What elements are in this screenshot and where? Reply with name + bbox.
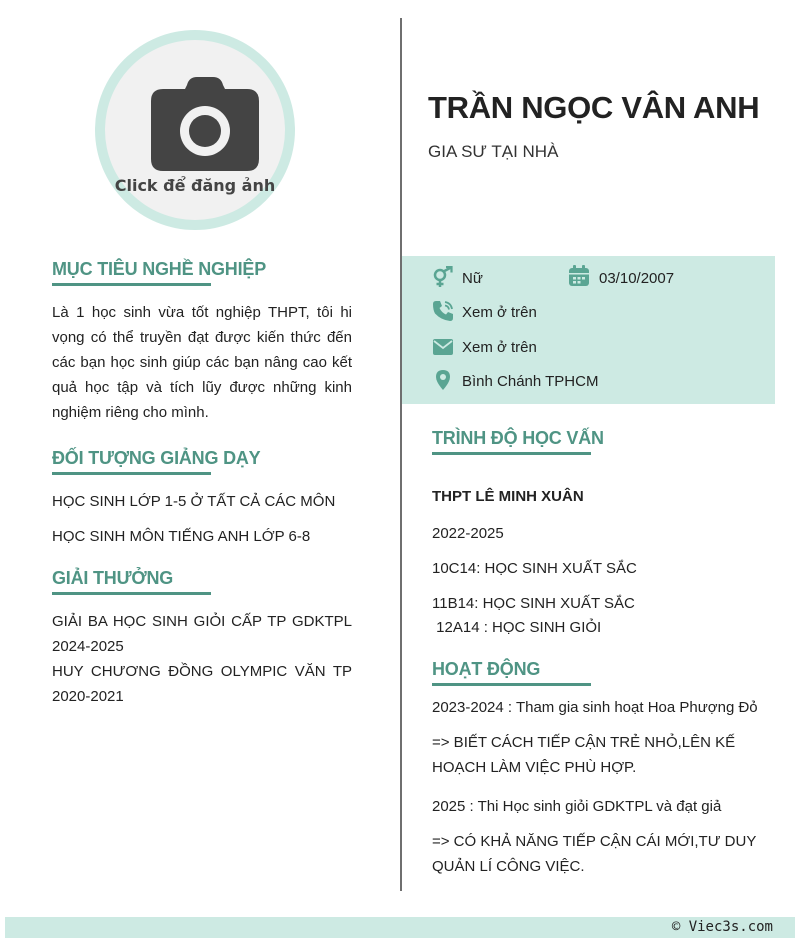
camera-icon <box>151 77 259 171</box>
address-value: Bình Chánh TPHCM <box>462 373 599 390</box>
teaching-underline <box>52 472 211 475</box>
education-line: 10C14: HỌC SINH XUẤT SẮC <box>432 560 637 577</box>
contact-panel <box>402 256 775 404</box>
candidate-role: GIA SƯ TẠI NHÀ <box>428 142 559 161</box>
awards-title: GIẢI THƯỞNG <box>52 568 174 588</box>
school-name: THPT LÊ MINH XUÂN <box>432 488 584 505</box>
awards-underline <box>52 592 211 595</box>
location-pin-icon <box>432 369 454 391</box>
objective-title: MỤC TIÊU NGHỀ NGHIỆP <box>52 259 267 279</box>
objective-text: Là 1 học sinh vừa tốt nghiệp THPT, tôi hi vọng có thể truyền đạt được kiến thức đến các bạn học sinh giúp các bạn nâng cao kết quả học tập và tích lũy được những kinh nghiệm riêng cho mình. <box>52 304 352 421</box>
activity-item: => CÓ KHẢ NĂNG TIẾP CẬN CÁI MỚI,TƯ DUY QUẢN LÍ CÔNG VIỆC. <box>432 833 757 875</box>
education-line: 11B14: HỌC SINH XUẤT SẮC <box>432 595 635 612</box>
school-years: 2022-2025 <box>432 525 504 542</box>
activities-title: HOẠT ĐỘNG <box>432 659 541 679</box>
education-line: 12A14 : HỌC SINH GIỎI <box>432 619 602 636</box>
email-icon <box>432 336 454 358</box>
column-divider <box>400 18 402 891</box>
teaching-item: HỌC SINH LỚP 1-5 Ở TẤT CẢ CÁC MÔN <box>52 493 336 510</box>
education-underline <box>432 452 591 455</box>
education-title: TRÌNH ĐỘ HỌC VẤN <box>432 428 604 448</box>
candidate-name: TRẦN NGỌC VÂN ANH <box>428 90 760 125</box>
footer-credit[interactable]: © Viec3s.com <box>671 919 773 935</box>
activities-underline <box>432 683 591 686</box>
activity-item: 2023-2024 : Tham gia sinh hoạt Hoa Phượng Đỏ <box>432 699 758 716</box>
award-item: GIẢI BA HỌC SINH GIỎI CẤP TP GDKTPL 2024-2025 <box>52 613 352 655</box>
avatar-upload[interactable] <box>95 30 295 230</box>
phone-icon <box>432 300 454 322</box>
birthdate-value: 03/10/2007 <box>599 270 675 287</box>
email-value: Xem ở trên <box>462 339 537 356</box>
activity-item: => BIẾT CÁCH TIẾP CẬN TRẺ NHỎ,LÊN KẾ HOẠCH LÀM VIỆC PHÙ HỢP. <box>432 734 736 776</box>
objective-underline <box>52 283 211 286</box>
avatar-placeholder[interactable] <box>105 40 285 220</box>
gender-value: Nữ <box>462 270 483 287</box>
teaching-title: ĐỐI TƯỢNG GIẢNG DẠY <box>52 448 261 468</box>
award-item: HUY CHƯƠNG ĐỒNG OLYMPIC VĂN TP 2020-2021 <box>52 663 352 705</box>
gender-icon <box>432 266 454 288</box>
footer-bar <box>5 917 795 938</box>
phone-value: Xem ở trên <box>462 304 537 321</box>
avatar-caption: Click để đăng ảnh <box>114 176 276 195</box>
calendar-icon <box>568 265 590 287</box>
activity-item: 2025 : Thi Học sinh giỏi GDKTPL và đạt giả <box>432 798 722 815</box>
teaching-item: HỌC SINH MÔN TIẾNG ANH LỚP 6-8 <box>52 528 311 545</box>
